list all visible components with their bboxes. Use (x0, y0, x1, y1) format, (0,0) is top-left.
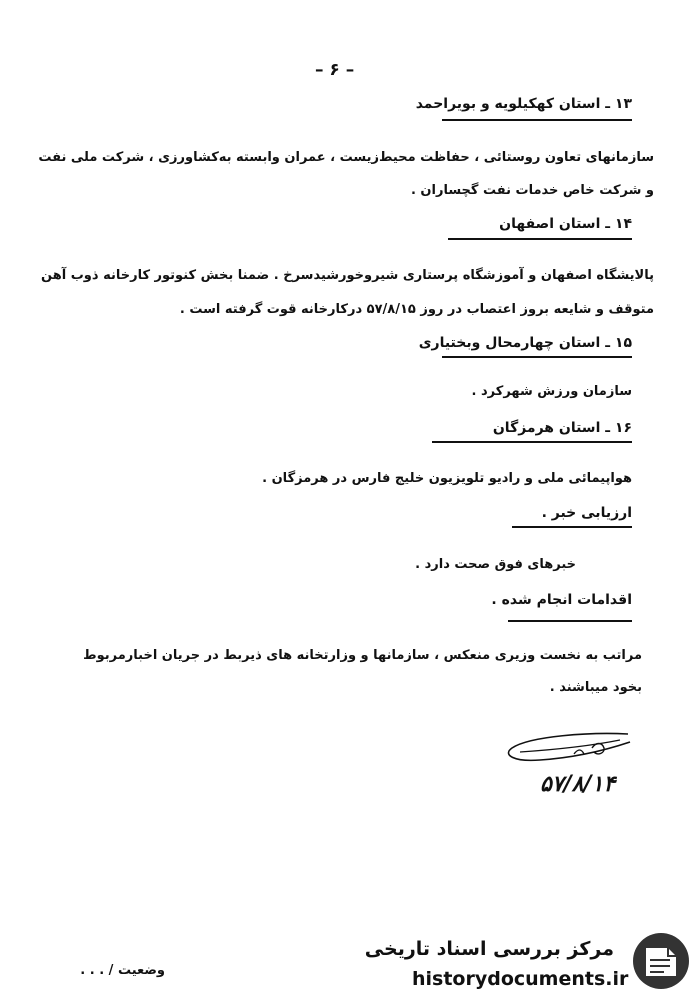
section-heading-14: ۱۴ ـ استان اصفهان (499, 216, 632, 232)
heading-underline (432, 441, 632, 443)
closing-line-2: بخود میباشند . (549, 680, 642, 695)
heading-underline (442, 356, 632, 358)
signature-date: ۵۷/۸/۱۴ (540, 772, 616, 797)
closing-line-1: مراتب به نخست وزیری منعکس ، سازمانها و وزارتخانه های ذیربط در جریان اخبارمربوط (83, 648, 642, 663)
section-heading-13: ۱۳ ـ استان کهکیلویه و بویراحمد (415, 96, 632, 112)
section-16-line-1: هواپیمائی ملی و رادیو تلویزیون خلیج فارس در هرمزگان . (262, 471, 632, 486)
section-heading-15: ۱۵ ـ استان چهارمحال وبختیاری (418, 335, 632, 351)
evaluation-heading: ارزیابی خبر . (541, 505, 632, 521)
section-14-line-2: متوقف و شایعه بروز اعتصاب در روز ۵۷/۸/۱۵ درکارخانه قوت گرفته است . (179, 302, 654, 317)
section-13-line-2: و شرکت خاص خدمات نفت گچساران . (410, 183, 654, 198)
evaluation-line: خبرهای فوق صحت دارد . (415, 557, 576, 572)
footer-status: وضعیت / . . . (80, 963, 165, 978)
action-heading: اقدامات انجام شده . (491, 592, 632, 608)
heading-underline (448, 238, 632, 240)
page-number: – ۶ – (315, 60, 355, 80)
heading-underline (512, 526, 632, 528)
section-heading-16: ۱۶ ـ استان هرمزگان (492, 420, 632, 436)
watermark-url: historydocuments.ir (412, 968, 629, 990)
watermark-logo (364, 930, 692, 998)
watermark-title: مرکز بررسی اسناد تاریخی (364, 938, 614, 960)
section-14-line-1: پالایشگاه اصفهان و آموزشگاه پرستاری شیروخورشیدسرخ . ضمنا بخش کنوتور کارخانه ذوب آهن (41, 268, 654, 283)
heading-underline (508, 620, 632, 622)
archive-emblem-icon (630, 930, 692, 992)
heading-underline (442, 119, 632, 121)
section-13-line-1: سازمانهای تعاون روستائی ، حفاظت محیط‌زیست ، عمران وابسته به‌کشاورزی ، شرکت ملی نفت (38, 150, 654, 165)
section-15-line-1: سازمان ورزش شهرکرد . (471, 384, 632, 399)
